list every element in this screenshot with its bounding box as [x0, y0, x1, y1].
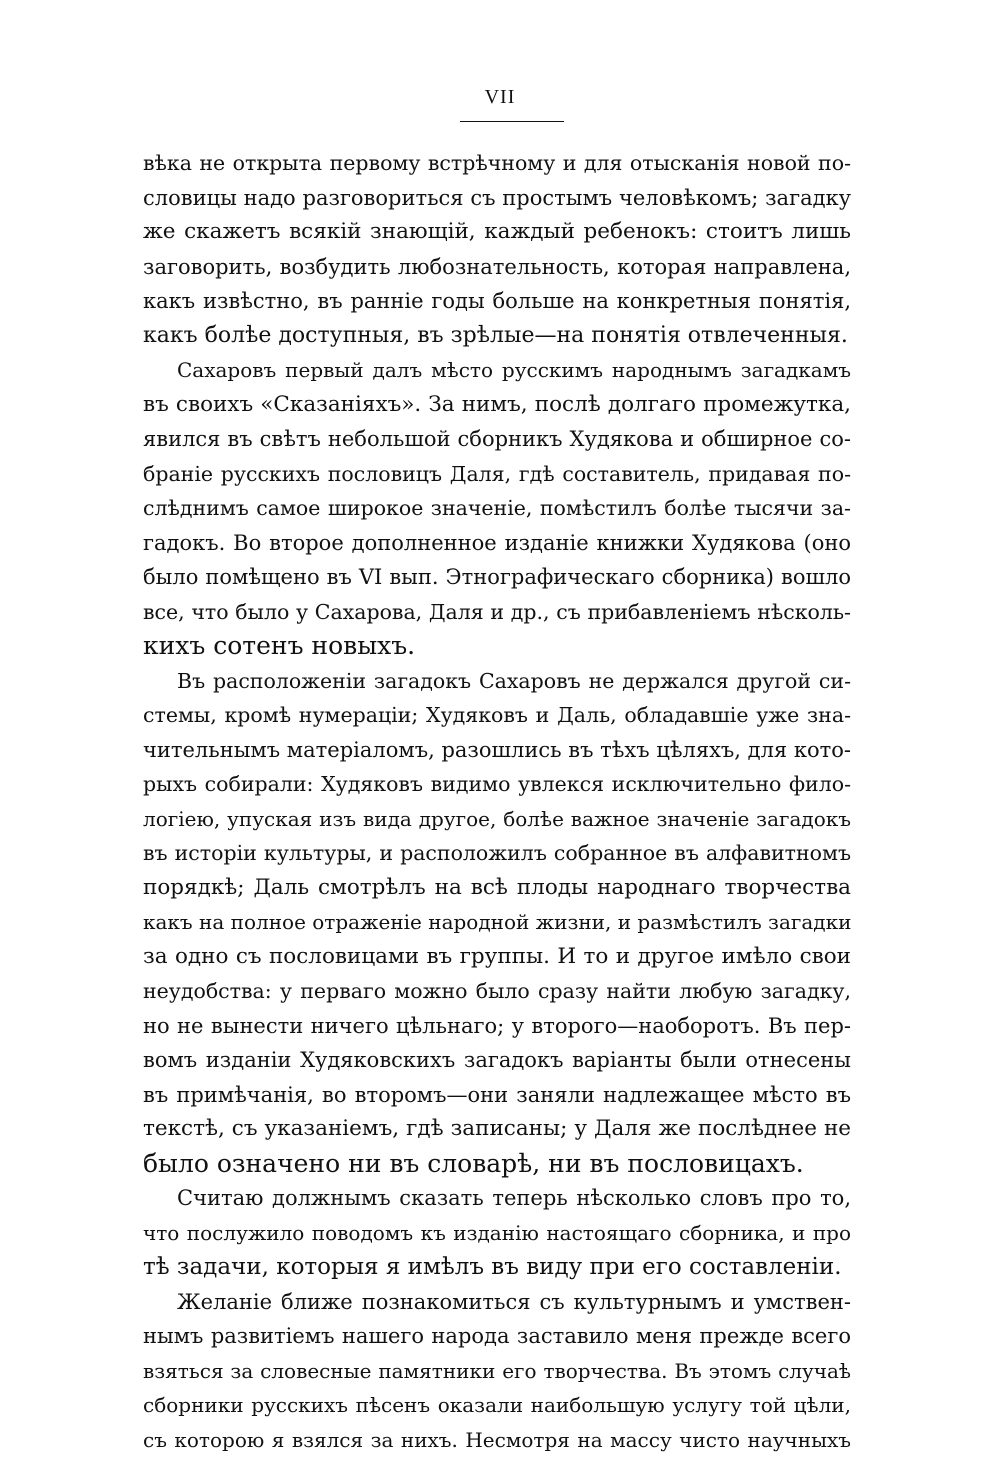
text-line: текстѣ, съ указаніемъ, гдѣ записаны; у Даля же послѣднее не	[143, 1112, 851, 1147]
text-line: сборники русскихъ пѣсенъ оказали наибольшую услугу той цѣли,	[143, 1388, 851, 1423]
text-line: съ которою я взялся за нихъ. Несмотря на массу чисто научныхъ	[143, 1423, 851, 1457]
text-line: рыхъ собирали: Худяковъ видимо увлекся исключительно фило-	[143, 767, 851, 802]
text-line: взяться за словесные памятники его творчества. Въ этомъ случаѣ	[143, 1354, 851, 1389]
text-line: чительнымъ матеріаломъ, разошлись въ тѣхъ цѣляхъ, для кото-	[143, 733, 851, 768]
text-line: но не вынести ничего цѣльнаго; у второго—наоборотъ. Въ пер-	[143, 1009, 851, 1044]
header-rule	[460, 121, 564, 122]
text-line: порядкѣ; Даль смотрѣлъ на всѣ плоды народнаго творчества	[143, 871, 851, 906]
text-line: за одно съ пословицами въ группы. И то и другое имѣло свои	[143, 940, 851, 975]
text-line: Желаніе ближе познакомиться съ культурнымъ и умствен-	[143, 1285, 851, 1320]
text-line: логіею, упуская изъ вида другое, болѣе важное значеніе загадокъ	[143, 802, 851, 837]
body-text	[143, 146, 851, 1457]
text-line: въ примѣчанія, во второмъ—они заняли надлежащее мѣсто въ	[143, 1078, 851, 1113]
text-line: кихъ сотенъ новыхъ.	[143, 629, 851, 664]
text-line: въ исторіи культуры, и расположилъ собранное въ алфавитномъ	[143, 836, 851, 871]
text-line: все, что было у Сахарова, Даля и др., съ прибавленіемъ нѣсколь-	[143, 595, 851, 630]
text-line: словицы надо разговориться съ простымъ человѣкомъ; загадку	[143, 181, 851, 216]
text-line: Сахаровъ первый далъ мѣсто русскимъ народнымъ загадкамъ	[143, 353, 851, 388]
text-line: было помѣщено въ VI вып. Этнографическаго сборника) вошло	[143, 560, 851, 595]
text-line: заговорить, возбудить любознательность, которая направлена,	[143, 250, 851, 285]
text-line: что послужило поводомъ къ изданію настоящаго сборника, и про	[143, 1216, 851, 1251]
text-line: какъ извѣстно, въ ранніе годы больше на конкретныя понятія,	[143, 284, 851, 319]
text-line: тѣ задачи, которыя я имѣлъ въ виду при его составленіи.	[143, 1250, 851, 1285]
text-line: вѣка не открыта первому встрѣчному и для отысканія новой по-	[143, 146, 851, 181]
text-line: какъ на полное отраженіе народной жизни, и размѣстилъ загадки	[143, 905, 851, 940]
text-line: гадокъ. Во второе дополненное изданіе книжки Худякова (оно	[143, 526, 851, 561]
text-line: нымъ развитіемъ нашего народа заставило меня прежде всего	[143, 1319, 851, 1354]
page-number: VII	[0, 86, 1000, 109]
text-line: браніе русскихъ пословицъ Даля, гдѣ составитель, придавая по-	[143, 457, 851, 492]
text-line: стемы, кромѣ нумераціи; Худяковъ и Даль, обладавшіе уже зна-	[143, 698, 851, 733]
text-line: неудобства: у перваго можно было сразу найти любую загадку,	[143, 974, 851, 1009]
text-line: же скажетъ всякій знающій, каждый ребенокъ: стоитъ лишь	[143, 215, 851, 250]
text-line: Считаю должнымъ сказать теперь нѣсколько словъ про то,	[143, 1181, 851, 1216]
text-line: явился въ свѣтъ небольшой сборникъ Худякова и обширное со-	[143, 422, 851, 457]
text-line: какъ болѣе доступныя, въ зрѣлые—на понятія отвлеченныя.	[143, 319, 851, 354]
text-line: въ своихъ «Сказаніяхъ». За нимъ, послѣ долгаго промежутка,	[143, 388, 851, 423]
text-line: Въ расположеніи загадокъ Сахаровъ не держался другой си-	[143, 664, 851, 699]
text-line: вомъ изданіи Худяковскихъ загадокъ варіанты были отнесены	[143, 1043, 851, 1078]
text-line: слѣднимъ самое широкое значеніе, помѣстилъ болѣе тысячи за-	[143, 491, 851, 526]
text-line: было означено ни въ словарѣ, ни въ пословицахъ.	[143, 1147, 851, 1182]
